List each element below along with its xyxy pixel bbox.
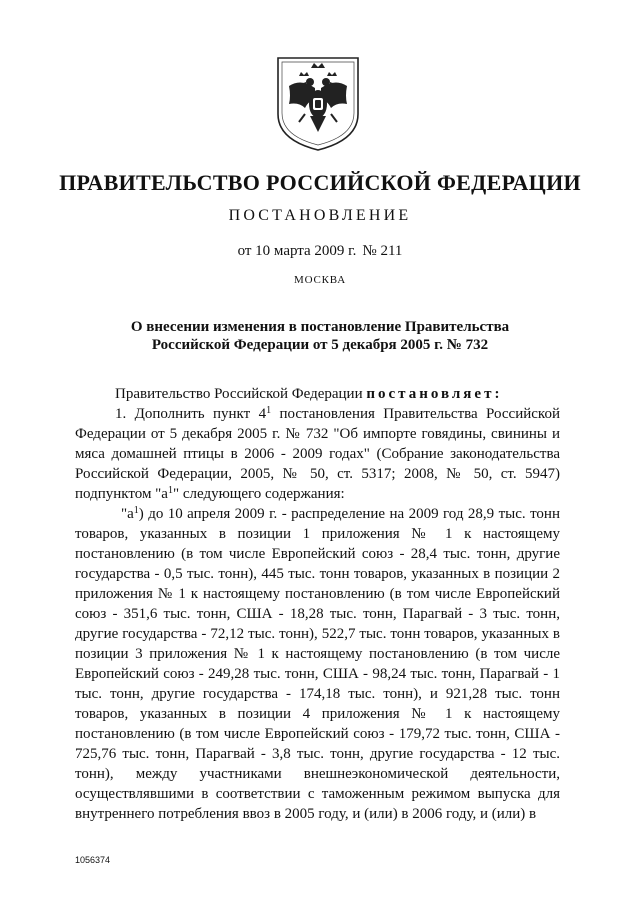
decree-keyword: постановляет:	[366, 386, 503, 402]
p1-start: 1. Дополнить пункт 4	[115, 406, 267, 422]
decree-date: от 10 марта 2009 г.	[237, 243, 357, 259]
p2-text: ) до 10 апреля 2009 г. - распределение на 2009 год 28,9 тыс. тонн товаров, указанных в позиции 1 приложения № 1 к настоящему постановлению (в том числе Европейский союз - 28,4 тыс. тонн, другие государства - 0,5 тыс. тонн), 445 тыс. тонн товаров, указанных в позиции 2 приложения № 1 к настоящему постановлению (в том числе Европейский союз - 351,6 тыс. тонн, США - 18,28 тыс. тонн, Парагвай - 3 тыс. тонн, другие государства - 72,12 тыс. тонн), 522,7 тыс. тонн товаров, указанных в позиции 3 приложения № 1 к настоящему постановлению (в том числе Европейский союз - 249,28 тыс. тонн, США - 98,24 тыс. тонн, Парагвай - 1 тыс. тонн, другие государства - 174,18 тыс. тонн), и 921,28 тыс. тонн товаров, указанных в позиции 4 приложения № 1 к настоящему постановлению (в том числе Европейский союз - 179,72 тыс. тонн, США - 725,76 тыс. тонн, Парагвай - 3,8 тыс. тонн, другие государства - 12 тыс. тонн), между участниками внешнеэкономической деятельности, осуществлявшими в соответствии с таможенным режимом выпуска для внутреннего потребления ввоз в 2005 году, и (или) в 2006 году, и (или) в	[75, 506, 560, 822]
decree-number: № 211	[362, 243, 403, 259]
p1-superscript: 1	[266, 405, 272, 416]
paragraph-1	[75, 404, 560, 504]
document-type: ПОСТАНОВЛЕНИЕ	[228, 207, 412, 224]
document-code: 1056374	[75, 855, 111, 865]
paragraph-2	[75, 504, 560, 824]
intro-paragraph	[75, 384, 560, 404]
subject-line-1: О внесении изменения в постановление Правительства	[130, 319, 510, 335]
decree-subject	[100, 318, 540, 354]
p2-open: "а	[121, 506, 134, 522]
coat-of-arms-icon	[275, 52, 361, 152]
government-title: ПРАВИТЕЛЬСТВО РОССИЙСКОЙ ФЕДЕРАЦИИ	[59, 170, 581, 195]
subject-line-2: Российской Федерации от 5 декабря 2005 г. № 732	[151, 337, 489, 353]
p1-superscript-2: 1	[167, 485, 173, 496]
decree-date-number	[0, 243, 640, 260]
p1-end: " следующего содержания:	[172, 486, 345, 502]
p1-middle: постановления Правительства Российской Федерации от 5 декабря 2005 г. № 732 "Об импорте говядины, свинины и мяса домашней птицы в 2006 - 2009 годах" (Собрание законодательства Российской Федерации, 2005, № 50, ст. 5317; 2008, № 50, ст. 5947) подпунктом "а	[75, 406, 560, 502]
city-name: МОСКВА	[294, 274, 346, 286]
p2-superscript: 1	[133, 505, 139, 516]
intro-text: Правительство Российской Федерации	[115, 386, 367, 402]
decree-body	[75, 384, 560, 824]
